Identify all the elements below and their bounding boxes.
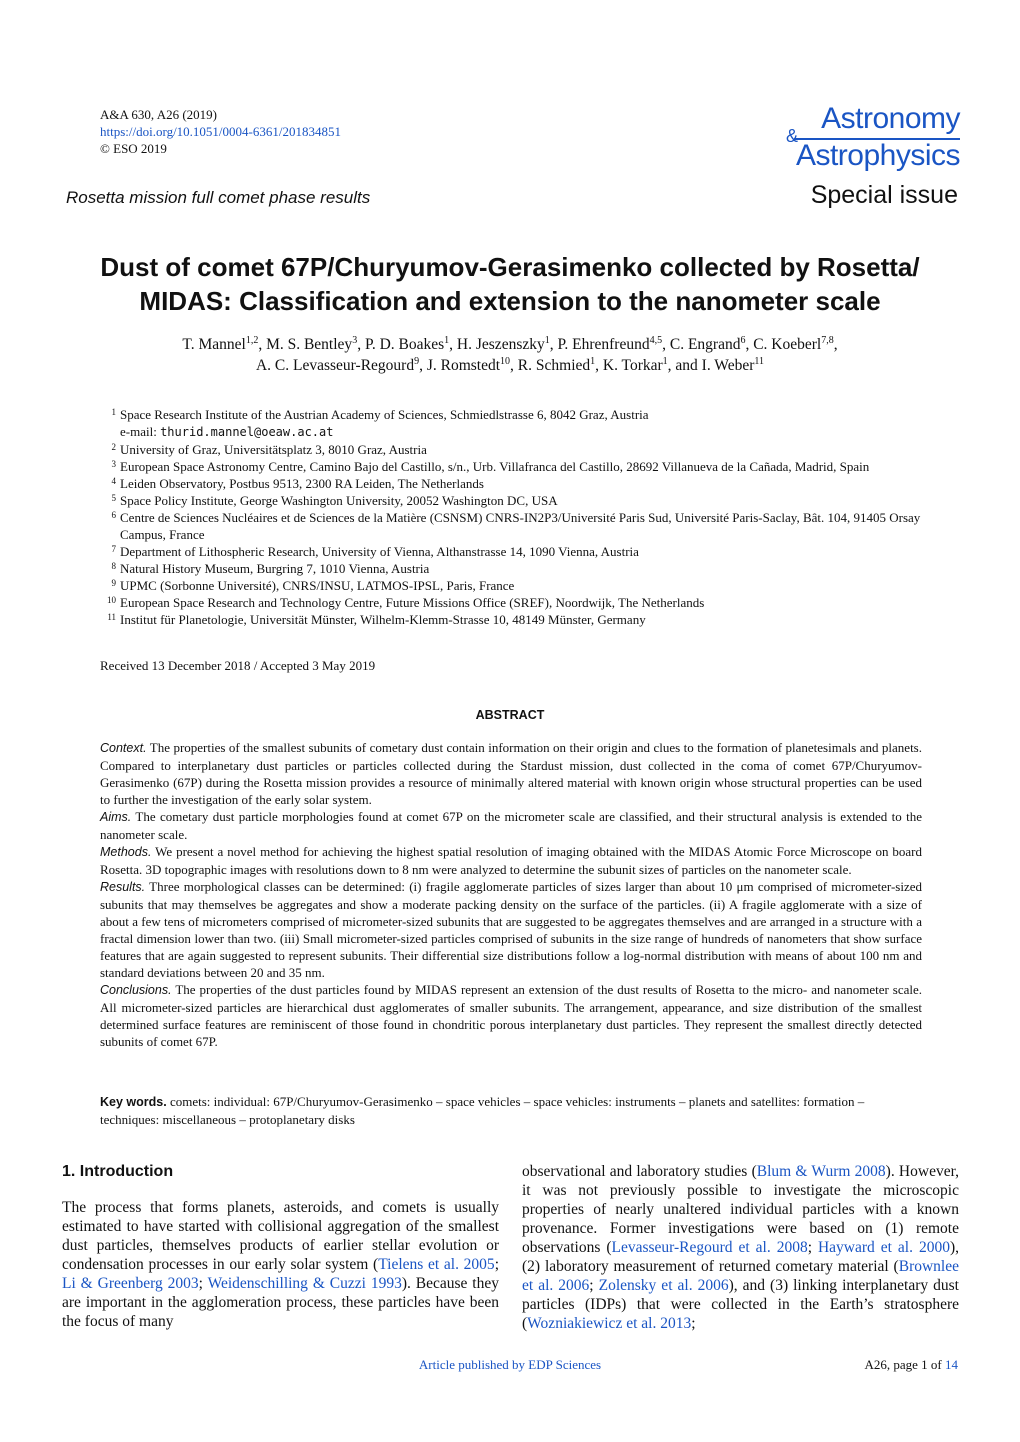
affiliation-item <box>100 509 932 543</box>
affiliation-list <box>100 406 932 628</box>
author-separator: , <box>662 336 670 353</box>
affiliation-number: 8 <box>111 561 116 571</box>
author-name: J. Romstedt <box>426 357 501 374</box>
citation-link[interactable]: Levasseur-Regourd et al. 2008 <box>611 1239 808 1256</box>
author-name: M. S. Bentley <box>266 336 353 353</box>
author-name: C. Engrand <box>669 336 741 353</box>
body-text: ; <box>807 1239 818 1256</box>
affiliation-item <box>100 441 932 458</box>
abstract-section <box>100 843 922 878</box>
author-separator: , <box>595 357 603 374</box>
paper-title <box>60 250 960 318</box>
affiliation-text <box>120 475 932 492</box>
section-heading-introduction: 1. Introduction <box>62 1163 174 1180</box>
author-separator: , <box>357 336 365 353</box>
affiliation-text <box>120 611 932 628</box>
affiliation-address: Leiden Observatory, Postbus 9513, 2300 RA Leiden, The Netherlands <box>120 476 484 491</box>
journal-header <box>100 106 341 157</box>
abstract-section-label: Conclusions. <box>100 983 172 997</box>
affiliation-item <box>100 475 932 492</box>
affiliation-item <box>100 543 932 560</box>
abstract-section <box>100 739 922 808</box>
body-text: ; <box>198 1275 208 1292</box>
author-name: H. Jeszenszky <box>456 336 545 353</box>
citation-link[interactable]: Brownlee et al. 2006 <box>522 1258 959 1294</box>
affiliation-text <box>120 594 932 611</box>
abstract-section-label: Results. <box>100 880 146 894</box>
abstract-section-text: The properties of the smallest subunits of cometary dust contain information on their origin and clues to the formation of planetesimals and planets. Compared to interplanetary dust particles or particles collected during the Stardust mission, dust collected in the coma of comet 67P/Churyumov-Gerasimenko (67P) during the Rosetta mission provides a resource of minimally altered material with known origin whose structural properties can be used to further the investigation of the early solar system. <box>100 740 922 807</box>
body-text: ; <box>494 1256 499 1273</box>
citation-link[interactable]: Wozniakiewicz et al. 2013 <box>527 1315 692 1332</box>
keywords-text: comets: individual: 67P/Churyumov-Gerasimenko – space vehicles – space vehicles: instruments – planets and satellites: formation – techniques: miscellaneous – protoplanetary disks <box>100 1094 865 1127</box>
received-accepted-dates: Received 13 December 2018 / Accepted 3 May 2019 <box>100 658 376 673</box>
affiliation-item <box>100 577 932 594</box>
special-issue-label: Special issue <box>810 181 958 209</box>
affiliation-address: European Space Astronomy Centre, Camino Bajo del Castillo, s/n., Urb. Villafranca del Castillo, 28692 Villanueva de la Cañada, Madrid, Spain <box>120 459 870 474</box>
author-affiliation-marker: 4,5 <box>649 334 663 346</box>
email-label: e-mail: <box>120 424 161 439</box>
author-name: P. Ehrenfreund <box>557 336 650 353</box>
author-separator: , <box>258 336 267 353</box>
author-separator: , <box>419 357 427 374</box>
page-number <box>864 1357 958 1373</box>
author-name: C. Koeberl <box>753 336 822 353</box>
affiliation-text <box>120 441 932 458</box>
citation-link[interactable]: Hayward et al. 2000 <box>817 1239 950 1256</box>
citation-link[interactable]: Blum & Wurm 2008 <box>756 1163 886 1180</box>
affiliation-text <box>120 458 932 475</box>
affiliation-item <box>100 458 932 475</box>
author-affiliation-marker: 10 <box>500 355 511 367</box>
series-title: Rosetta mission full comet phase results <box>66 188 371 207</box>
author-affiliation-marker: 7,8 <box>821 334 834 346</box>
logo-astrophysics: Astrophysics <box>795 139 960 172</box>
author-name: P. D. Boakes <box>364 336 445 353</box>
affiliation-address: Natural History Museum, Burgring 7, 1010 Vienna, Austria <box>120 561 430 576</box>
citation-link[interactable]: Zolensky et al. 2006 <box>598 1277 729 1294</box>
body-text: ), (2) laboratory measurement of returned cometary material ( <box>522 1239 959 1275</box>
author-separator: , <box>549 336 558 353</box>
abstract-section <box>100 808 922 843</box>
page-number-prefix: A26, page 1 of <box>864 1357 945 1372</box>
abstract-section-label: Methods. <box>100 845 152 859</box>
affiliation-item <box>100 492 932 509</box>
citation-link[interactable]: Li & Greenberg 2003 <box>62 1275 199 1292</box>
body-text: observational and laboratory studies ( <box>522 1163 757 1180</box>
author-name: T. Mannel <box>182 336 246 353</box>
affiliation-number: 7 <box>111 544 116 554</box>
author-separator: , <box>510 357 518 374</box>
affiliation-address: European Space Research and Technology Centre, Future Missions Office (SREF), Noordwijk, The Netherlands <box>120 595 705 610</box>
affiliation-text <box>120 543 932 560</box>
copyright: © ESO 2019 <box>100 141 167 156</box>
author-separator: , and <box>667 357 702 374</box>
affiliation-number: 9 <box>111 578 116 588</box>
affiliation-address: Space Research Institute of the Austrian Academy of Sciences, Schmiedlstrasse 6, 8042 Graz, Austria <box>120 407 649 422</box>
author-name: R. Schmied <box>517 357 591 374</box>
body-text: ). However, it was not previously possible to investigate the microscopic properties of nearly unaltered individual particles with a known provenance. Former investigations were based on (1) remote observations ( <box>522 1163 959 1256</box>
author-list <box>70 334 950 376</box>
author-affiliation-marker: 9 <box>414 355 420 367</box>
affiliation-item <box>100 611 932 628</box>
affiliation-number: 6 <box>111 510 116 520</box>
affiliation-number: 5 <box>111 493 116 503</box>
citation-link[interactable]: Tielens et al. 2005 <box>378 1256 495 1273</box>
affiliation-text <box>120 492 932 509</box>
author-affiliation-marker: 1,2 <box>245 334 259 346</box>
affiliation-item <box>100 560 932 577</box>
abstract-section-label: Aims. <box>100 810 132 824</box>
abstract-heading: ABSTRACT <box>475 708 545 722</box>
abstract-section-label: Context. <box>100 741 147 755</box>
author-affiliation-marker: 1 <box>444 334 450 346</box>
body-text: The process that forms planets, asteroids, and comets is usually estimated to have started with collisional aggregation of the smallest dust particles, themselves products of earlier stellar evolution or condensation processes in our early solar system ( <box>62 1199 499 1273</box>
body-text: ; <box>589 1277 599 1294</box>
author-affiliation-marker: 1 <box>544 334 550 346</box>
affiliation-address: Department of Lithospheric Research, University of Vienna, Althanstrasse 14, 1090 Vienna, Austria <box>120 544 639 559</box>
affiliation-address: Institut für Planetologie, Universität Münster, Wilhelm-Klemm-Strasse 10, 48149 Münster, Germany <box>120 612 646 627</box>
author-affiliation-marker: 1 <box>590 355 596 367</box>
logo-ampersand: & <box>786 126 799 146</box>
author-name: A. C. Levasseur-Regourd <box>255 357 415 374</box>
page-total-link[interactable]: 14 <box>945 1357 958 1372</box>
intro-paragraph-right <box>522 1162 959 1333</box>
body-text: ). Because they are important in the agglomeration process, these particles have been the focus of many <box>62 1275 499 1330</box>
affiliation-number: 3 <box>111 459 116 469</box>
title-line-2: MIDAS: Classification and extension to the nanometer scale <box>139 286 881 316</box>
author-name: K. Torkar <box>602 357 663 374</box>
abstract-body <box>100 739 922 1050</box>
author-affiliation-marker: 3 <box>352 334 358 346</box>
affiliation-address: UPMC (Sorbonne Université), CNRS/INSU, LATMOS-IPSL, Paris, France <box>120 578 515 593</box>
keywords-label: Key words. <box>100 1095 167 1109</box>
affiliation-address: University of Graz, Universitätsplatz 3, 8010 Graz, Austria <box>120 442 427 457</box>
author-affiliation-marker: 1 <box>662 355 668 367</box>
citation-link[interactable]: Weidenschilling & Cuzzi 1993 <box>207 1275 402 1292</box>
affiliation-text <box>120 406 932 441</box>
affiliation-text <box>120 577 932 594</box>
publisher-link[interactable]: Article published by EDP Sciences <box>418 1357 602 1372</box>
journal-logo[interactable] <box>768 102 960 174</box>
author-affiliation-marker: 6 <box>740 334 746 346</box>
author-separator: , <box>833 336 838 353</box>
author-affiliation-marker: 11 <box>754 355 765 367</box>
keywords <box>100 1093 922 1128</box>
author-separator: , <box>449 336 457 353</box>
body-column-left <box>62 1162 499 1331</box>
affiliation-number: 10 <box>107 595 116 605</box>
intro-paragraph-left <box>62 1198 499 1331</box>
doi-link[interactable]: https://doi.org/10.1051/0004-6361/201834851 <box>100 124 341 139</box>
logo-astronomy: Astronomy <box>821 102 960 135</box>
abstract-section-text: We present a novel method for achieving the highest spatial resolution of imaging obtained with the MIDAS Atomic Force Microscope on board Rosetta. 3D topographic images with resolutions down to 8 nm were analyzed to determine the subunit sizes of particles on the nanometer scale. <box>100 844 923 877</box>
abstract-section <box>100 981 922 1050</box>
affiliation-number: 4 <box>111 476 116 486</box>
journal-reference: A&A 630, A26 (2019) <box>100 107 217 122</box>
affiliation-item <box>100 594 932 611</box>
abstract-section-text: The properties of the dust particles found by MIDAS represent an extension of the dust results of Rosetta to the micro- and nanometer scale. All micrometer-sized particles are hierarchical dust agglomerates of smaller subunits. The arrangement, appearance, and size distribution of the smallest determined surface features are reminiscent of those found in chondritic porous interplanetary dust particles. They represent the smallest directly detected subunits of comet 67P. <box>100 982 923 1049</box>
affiliation-number: 2 <box>111 442 116 452</box>
body-text: ; <box>691 1315 696 1332</box>
affiliation-item <box>100 406 932 441</box>
author-name: I. Weber <box>701 357 755 374</box>
affiliation-address: Space Policy Institute, George Washington University, 20052 Washington DC, USA <box>120 493 558 508</box>
body-column-right <box>522 1162 959 1333</box>
email-address[interactable]: thurid.mannel@oeaw.ac.at <box>160 425 334 439</box>
title-line-1: Dust of comet 67P/Churyumov-Gerasimenko collected by Rosetta/ <box>100 252 920 282</box>
abstract-section <box>100 878 922 981</box>
affiliation-address: Centre de Sciences Nucléaires et de Sciences de la Matière (CSNSM) CNRS-IN2P3/Université Paris Sud, Université Paris-Saclay, Bât. 104, 91405 Orsay Campus, France <box>120 510 921 542</box>
affiliation-number: 1 <box>111 407 116 417</box>
abstract-section-text: The cometary dust particle morphologies found at comet 67P on the micrometer scale are classified, and their structural analysis is extended to the nanometer scale. <box>100 809 922 842</box>
abstract-section-text: Three morphological classes can be determined: (i) fragile agglomerate particles of sizes larger than about 10 μm comprised of micrometer-sized subunits that may themselves be aggregates and show a moderate packing density on the surface of the particles. (ii) A fragile agglomerate with a size of about a few tens of micrometers comprised of micrometer-sized subunits that are suggested to be aggregates themselves and are arranged in a structure with a fractal dimension lower than two. (iii) Small micrometer-sized particles comprised of subunits in the size range of hundreds of nanometers that show surface features that are again suggested to represent subunits. Their differential size distributions follow a log-normal distribution with means of about 100 nm and standard deviations between 20 and 35 nm. <box>100 879 923 980</box>
author-separator: , <box>745 336 754 353</box>
affiliation-number: 11 <box>107 612 116 622</box>
affiliation-text <box>120 560 932 577</box>
body-text: ), and (3) linking interplanetary dust particles (IDPs) that were collected in the Earth’s stratosphere ( <box>522 1277 959 1332</box>
affiliation-text <box>120 509 932 543</box>
